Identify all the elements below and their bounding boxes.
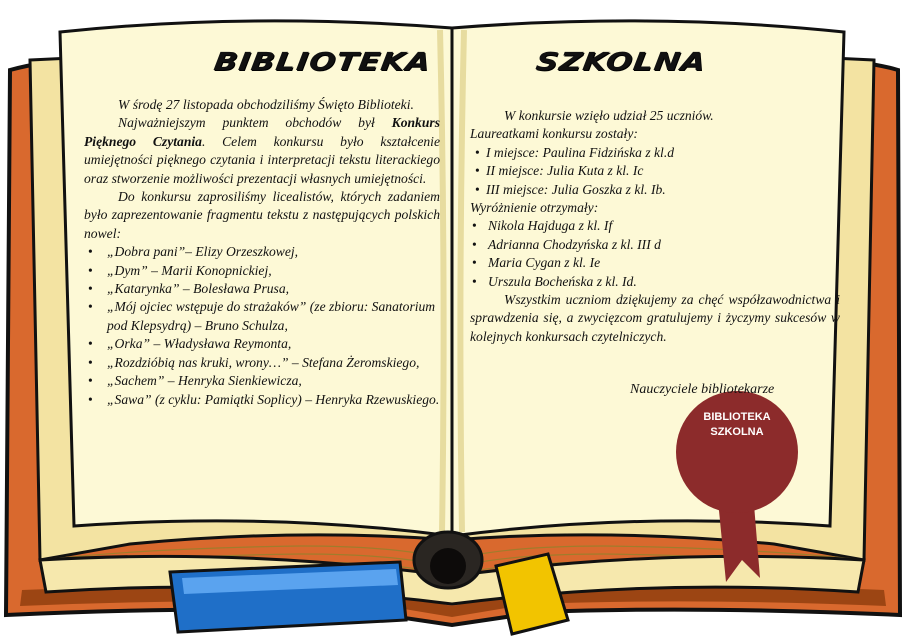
title-szkolna: SZKOLNA: [533, 47, 708, 77]
awards-list: [470, 217, 840, 291]
thanks-paragraph: Wszystkim uczniom dziękujemy za chęć współzawodnictwa i sprawdzenia się, a zwycięzcom gratulujemy i życzymy sukcesów w kolejnych konkursach czytelniczych.: [470, 292, 840, 344]
list-item: • „Katarynka” – Bolesława Prusa,: [84, 280, 440, 298]
list-item: • „Rozdzióbią nas kruki, wrony…” – Stefana Żeromskiego,: [84, 354, 440, 372]
seal-line-2: SZKOLNA: [710, 426, 764, 438]
signature: Nauczyciele bibliotekarze: [630, 382, 775, 397]
title-biblioteka: BIBLIOTEKA: [211, 47, 433, 77]
list-item: • „Orka” – Władysława Reymonta,: [84, 335, 440, 353]
invitation-paragraph: Do konkursu zaprosiliśmy licealistów, których zadaniem było zaprezentowanie fragmentu tekstu z następujących polskich nowel:: [84, 189, 440, 241]
contest-paragraph: [84, 114, 440, 188]
list-item: • „Mój ojciec wstępuje do strażaków” (ze zbioru: Sanatorium pod Klepsydrą) – Bruno Schulza,: [84, 298, 440, 335]
list-item: • II miejsce: Julia Kuta z kl. Ic: [470, 162, 840, 180]
list-item: • „Dym” – Marii Konopnickiej,: [84, 262, 440, 280]
list-item: • I miejsce: Paulina Fidzińska z kl.d: [470, 144, 840, 162]
list-item: • Maria Cygan z kl. Ie: [470, 254, 840, 272]
right-page-text: [470, 107, 840, 346]
list-item: • Urszula Bocheńska z kl. Id.: [470, 273, 840, 291]
list-item: • Adrianna Chodzyńska z kl. III d: [470, 236, 840, 254]
contest-goal: . Celem konkursu było kształcenie umiejętności pięknego czytania i interpretacji tekstu literackiego oraz stworzenie możliwości prezentacji własnych umiejętności.: [84, 133, 440, 186]
list-item: • Nikola Hajduga z kl. If: [470, 217, 840, 235]
places-list: [470, 144, 840, 199]
contest-name: Konkurs Pięknego Czytania: [84, 115, 440, 149]
list-item: • „Dobra pani”– Elizy Orzeszkowej,: [84, 243, 440, 261]
list-item: • „Sachem” – Henryka Sienkiewicza,: [84, 372, 440, 390]
winners-heading: Laureatkami konkursu zostały:: [470, 126, 638, 142]
list-item: • „Sawa” (z cyklu: Pamiątki Soplicy) – Henryka Rzewuskiego.: [84, 391, 440, 409]
seal-line-1: BIBLIOTEKA: [703, 411, 771, 423]
left-page-text: [84, 96, 440, 409]
list-item: • III miejsce: Julia Goszka z kl. Ib.: [470, 181, 840, 199]
participants-paragraph: W konkursie wzięło udział 25 uczniów.: [504, 108, 714, 123]
contest-intro: Najważniejszym punktem obchodów był: [118, 115, 392, 131]
novels-list: [84, 243, 440, 409]
seal-label: [676, 410, 798, 440]
intro-paragraph: W środę 27 listopada obchodziliśmy Święto Biblioteki.: [118, 97, 414, 112]
awards-heading: Wyróżnienie otrzymały:: [470, 200, 599, 216]
